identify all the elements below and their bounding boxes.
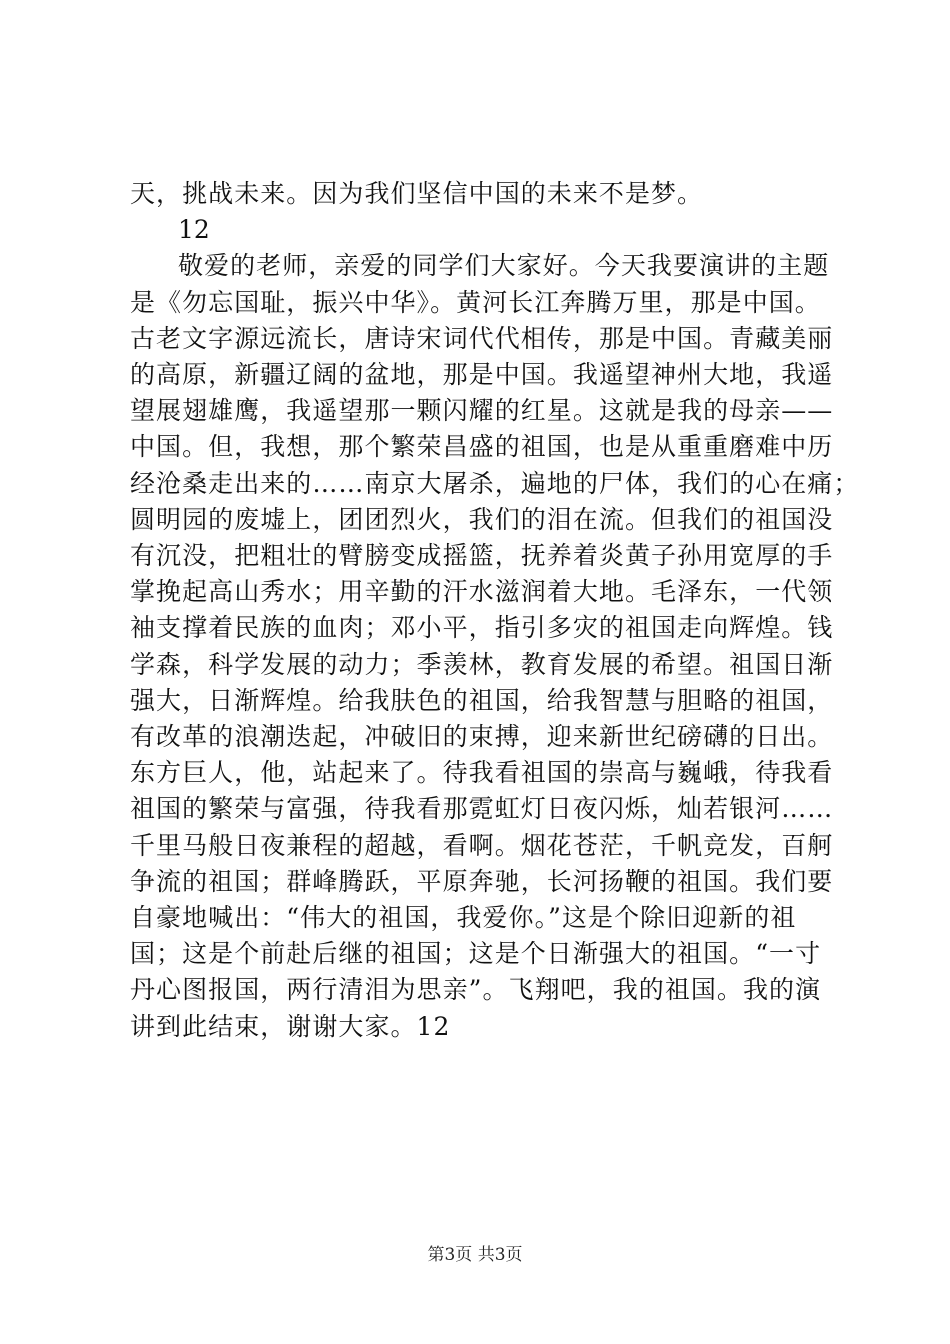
text-line: 讲到此结束，谢谢大家。12 [130,1011,451,1041]
text-line: 古老文字源远流长，唐诗宋词代代相传，那是中国。青藏美丽 [130,323,834,353]
text-line: 千里马般日夜兼程的超越，看啊。烟花苍茫，千帆竞发，百舸 [130,830,834,860]
text-line: 袖支撑着民族的血肉；邓小平，指引多灾的祖国走向辉煌。钱 [130,613,834,643]
text-line: 天，挑战未来。因为我们坚信中国的未来不是梦。 [130,179,704,208]
text-line: 经沧桑走出来的……南京大屠杀，遍地的尸体，我们的心在痛； [130,468,860,498]
text-line: 强大，日渐辉煌。给我肤色的祖国，给我智慧与胆略的祖国， [130,685,834,715]
page-number-label: 第3页 共3页 [427,1245,523,1265]
text-line: 国；这是个前赴后继的祖国；这是个日渐强大的祖国。“一寸 [130,939,822,969]
text-line: 望展翅雄鹰，我遥望那一颗闪耀的红星。这就是我的母亲—— [130,396,834,426]
text-line: 的高原，新疆辽阔的盆地，那是中国。我遥望神州大地，我遥 [130,360,834,390]
text-line: 圆明园的废墟上，团团烈火，我们的泪在流。但我们的祖国没 [130,504,834,534]
text-line: 自豪地喊出：“伟大的祖国，我爱你。”这是个除旧迎新的祖 [130,903,797,933]
document-body [130,176,860,1045]
text-line: 东方巨人，他，站起来了。待我看祖国的崇高与巍峨，待我看 [130,758,834,788]
text-line: 中国。但，我想，那个繁荣昌盛的祖国，也是从重重磨难中历 [130,432,834,462]
paragraph-first-line: 敬爱的老师，亲爱的同学们大家好。今天我要演讲的主题 [178,251,830,281]
text-line: 争流的祖国；群峰腾跃，平原奔驰，长河扬鞭的祖国。我们要 [130,866,834,896]
text-line: 有改革的浪潮迭起，冲破旧的束搏，迎来新世纪磅礴的日出。 [130,722,834,752]
text-line: 掌挽起高山秀水；用辛勤的汗水滋润着大地。毛泽东，一代领 [130,577,834,607]
text-line: 有沉没，把粗壮的臂膀变成摇篮，抚养着炎黄子孙用宽厚的手 [130,541,834,571]
text-line: 学森，科学发展的动力；季羡林，教育发展的希望。祖国日渐 [130,649,834,679]
text-line: 丹心图报国，两行清泪为思亲”。飞翔吧，我的祖国。我的演 [130,975,822,1005]
page-footer [0,1243,950,1267]
text-line: 祖国的繁荣与富强，待我看那霓虹灯日夜闪烁，灿若银河…… [130,794,834,824]
section-number: 12 [178,215,210,245]
text-line: 是《勿忘国耻，振兴中华》。黄河长江奔腾万里，那是中国。 [130,287,821,317]
